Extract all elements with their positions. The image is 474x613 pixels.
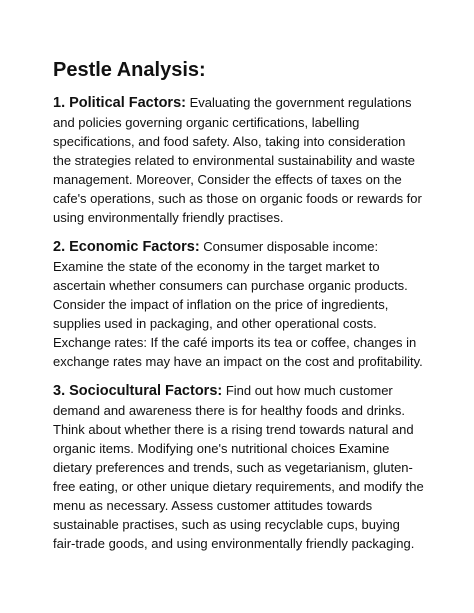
document-content bbox=[53, 58, 425, 563]
document-title: Pestle Analysis: bbox=[53, 59, 206, 81]
political-factors-heading: 1. Political Factors: bbox=[53, 95, 186, 111]
political-factors-text: Evaluating the government regulations and policies governing organic certifications, labelling specifications, and food safety. Also, taking into consideration the strategies related to environmental sustainability and waste management. Moreover, Consider the effects of taxes on the cafe's operations, such as those on organic foods or rewards for using environmentally friendly practises. bbox=[53, 95, 422, 225]
sociocultural-factors-section bbox=[53, 381, 425, 553]
economic-factors-section bbox=[53, 237, 425, 371]
sociocultural-factors-text: Find out how much customer demand and awareness there is for healthy foods and drinks. Think about whether there is a rising trend towards natural and organic items. Modifying one's nutritional choices Examine dietary preferences and trends, such as vegetarianism, gluten-free eating, or other unique dietary requirements, and modify the menu as necessary. Assess customer attitudes towards sustainable practises, such as using recyclable cups, buying fair-trade goods, and using environmentally friendly packaging. bbox=[53, 383, 424, 551]
economic-factors-text: Consumer disposable income: Examine the state of the economy in the target market to ascertain whether consumers can purchase organic products. Consider the impact of inflation on the price of ingredients, supplies used in packaging, and other operational costs. Exchange rates: If the café imports its tea or coffee, changes in exchange rates may have an impact on the cost and profitability. bbox=[53, 239, 423, 369]
political-factors-section bbox=[53, 93, 425, 227]
sociocultural-factors-heading: 3. Sociocultural Factors: bbox=[53, 383, 223, 399]
economic-factors-heading: 2. Economic Factors: bbox=[53, 239, 200, 255]
